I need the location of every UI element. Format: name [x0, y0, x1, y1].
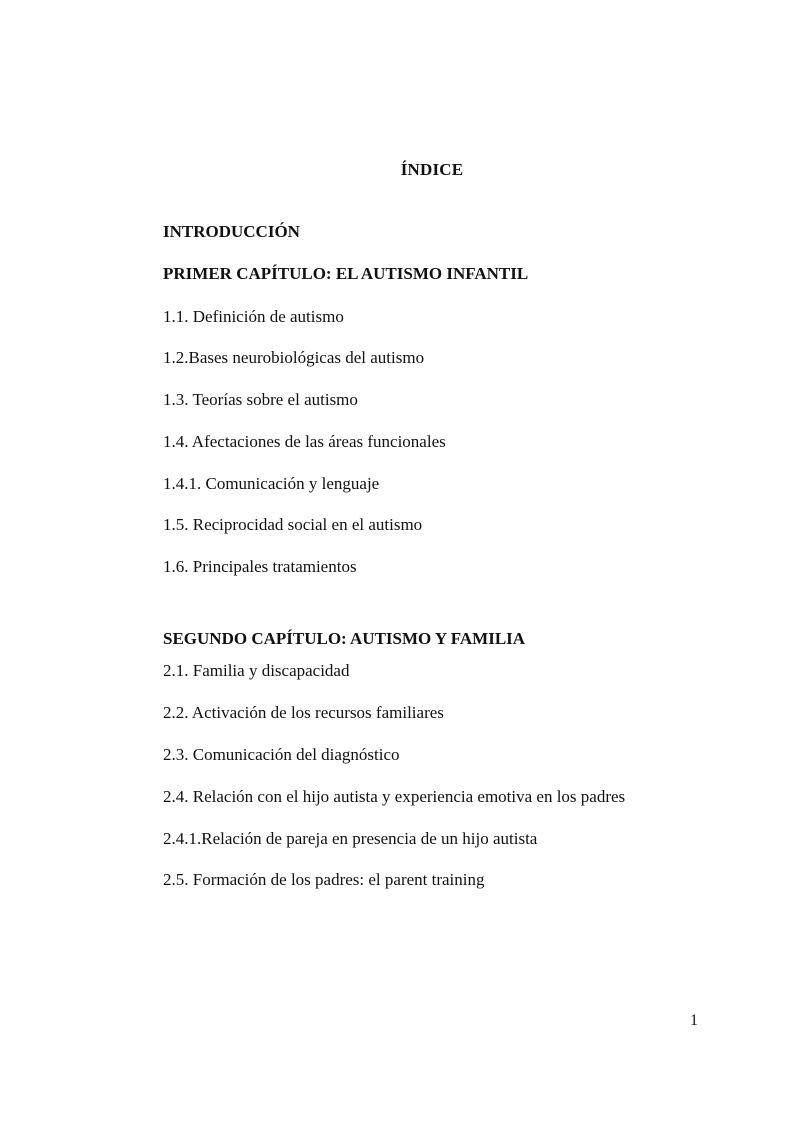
toc-entry-1-6: 1.6. Principales tratamientos	[163, 557, 357, 576]
section-heading-primer-capitulo: PRIMER CAPÍTULO: EL AUTISMO INFANTIL	[163, 264, 529, 283]
toc-entry-2-1: 2.1. Familia y discapacidad	[163, 661, 350, 680]
toc-entry-2-3: 2.3. Comunicación del diagnóstico	[163, 745, 400, 764]
page-title: ÍNDICE	[400, 160, 464, 179]
toc-entry-1-2: 1.2.Bases neurobiológicas del autismo	[163, 348, 425, 367]
page-number: 1	[690, 1012, 698, 1029]
toc-entry-1-4-1: 1.4.1. Comunicación y lenguaje	[163, 474, 380, 493]
toc-entry-1-1: 1.1. Definición de autismo	[163, 307, 344, 326]
toc-entry-1-4: 1.4. Afectaciones de las áreas funcionales	[163, 432, 446, 451]
toc-entry-2-5: 2.5. Formación de los padres: el parent training	[163, 870, 485, 889]
toc-entry-2-2: 2.2. Activación de los recursos familiares	[163, 703, 444, 722]
section-heading-segundo-capitulo: SEGUNDO CAPÍTULO: AUTISMO Y FAMILIA	[163, 629, 526, 648]
toc-entry-2-4: 2.4. Relación con el hijo autista y experiencia emotiva en los padres	[163, 787, 626, 806]
toc-entry-1-3: 1.3. Teorías sobre el autismo	[163, 390, 358, 409]
section-heading-introduccion: INTRODUCCIÓN	[163, 222, 300, 241]
toc-entry-1-5: 1.5. Reciprocidad social en el autismo	[163, 515, 423, 534]
toc-entry-2-4-1: 2.4.1.Relación de pareja en presencia de un hijo autista	[163, 829, 538, 848]
